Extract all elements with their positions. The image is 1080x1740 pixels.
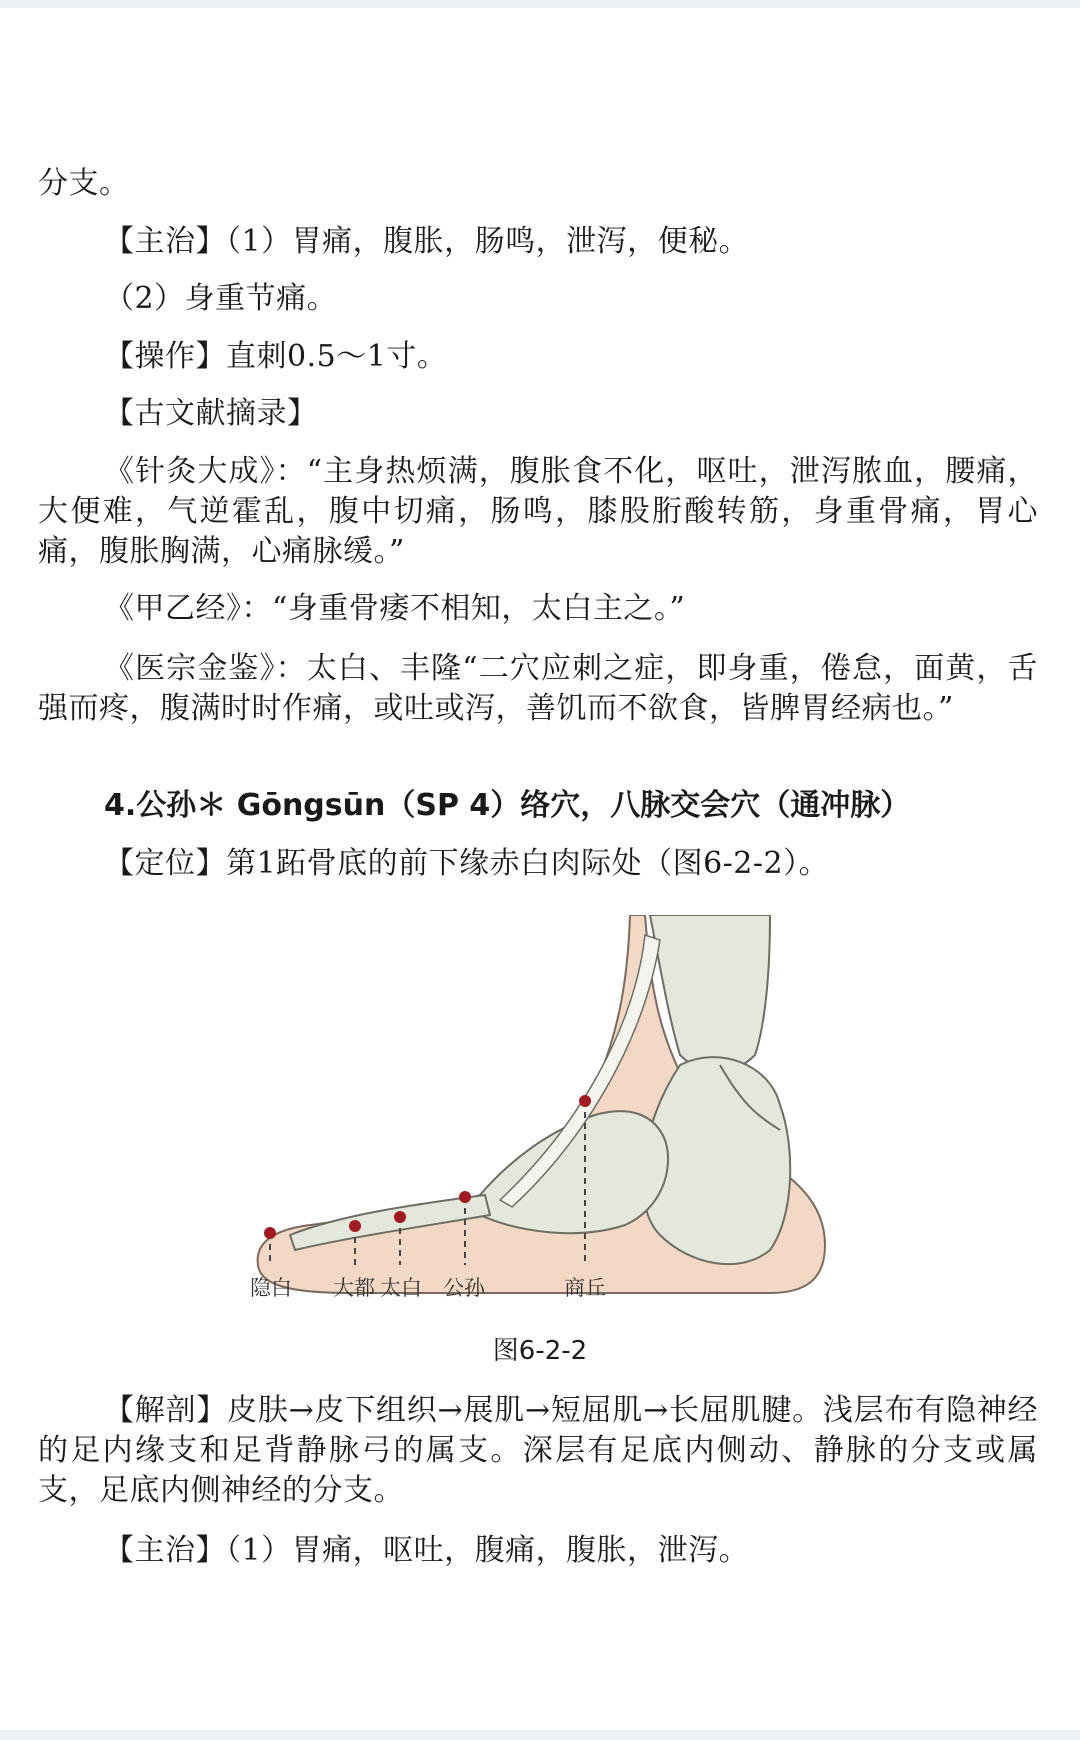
point-dadu [349,1220,361,1232]
para-indications-gongsun: 【主治】（1）胃痛，呕吐，腹痛，腹胀，泄泻。 [104,1533,750,1568]
para-continuation: 分支。 [38,166,130,201]
label-shangqiu: 商丘 [564,1276,606,1300]
para-anatomy: 【解剖】皮肤→皮下组织→展肌→短屈肌→长屈肌腱。浅层布有隐神经的足内缘支和足背静脉弓的属支。深层有足底内侧动、静脉的分支或属支，足底内侧神经的分支。 [38,1393,1038,1508]
para-indications: 【主治】（1）胃痛，腹胀，肠鸣，泄泻，便秘。 [104,224,750,259]
point-taibai [394,1211,406,1223]
para-quote-dacheng: 《针灸大成》：“主身热烦满，腹胀食不化，呕吐，泄泻脓血，腰痛，大便难，气逆霍乱，腹中切痛，肠鸣，膝股胻酸转筋，身重骨痛，胃心痛，腹胀胸满，心痛脉缓。” [38,454,1038,569]
para-quote-jiayi: 《甲乙经》：“身重骨痿不相知，太白主之。” [104,591,686,626]
para-quote-yizong: 《医宗金鉴》：太白、丰隆“二穴应刺之症，即身重，倦怠，面黄，舌强而疼，腹满时时作痛，或吐或泻，善饥而不欲食，皆脾胃经病也。” [38,651,1038,726]
foot-illustration [250,915,840,1305]
point-shangqiu [579,1095,591,1107]
bottom-edge [0,1730,1080,1740]
point-gongsun [459,1191,471,1203]
label-dadu: 大都 [333,1276,375,1300]
foot-figure [250,915,840,1305]
section-heading: 4.公孙＊ Gōngsūn（SP 4）络穴，八脉交会穴（通冲脉） [104,788,911,823]
top-edge [0,0,1080,8]
label-yinbai: 隐白 [250,1276,292,1300]
para-indications-2: （2）身重节痛。 [104,281,338,316]
figure-caption: 图6-2-2 [492,1336,588,1366]
label-taibai: 太白 [380,1276,422,1300]
para-location: 【定位】第1跖骨底的前下缘赤白肉际处（图6-2-2）。 [104,846,830,881]
para-operation: 【操作】直刺0.5～1寸。 [104,339,448,374]
para-ancient-title: 【古文献摘录】 [104,396,318,431]
point-yinbai [264,1227,276,1239]
label-gongsun: 公孙 [443,1276,485,1300]
